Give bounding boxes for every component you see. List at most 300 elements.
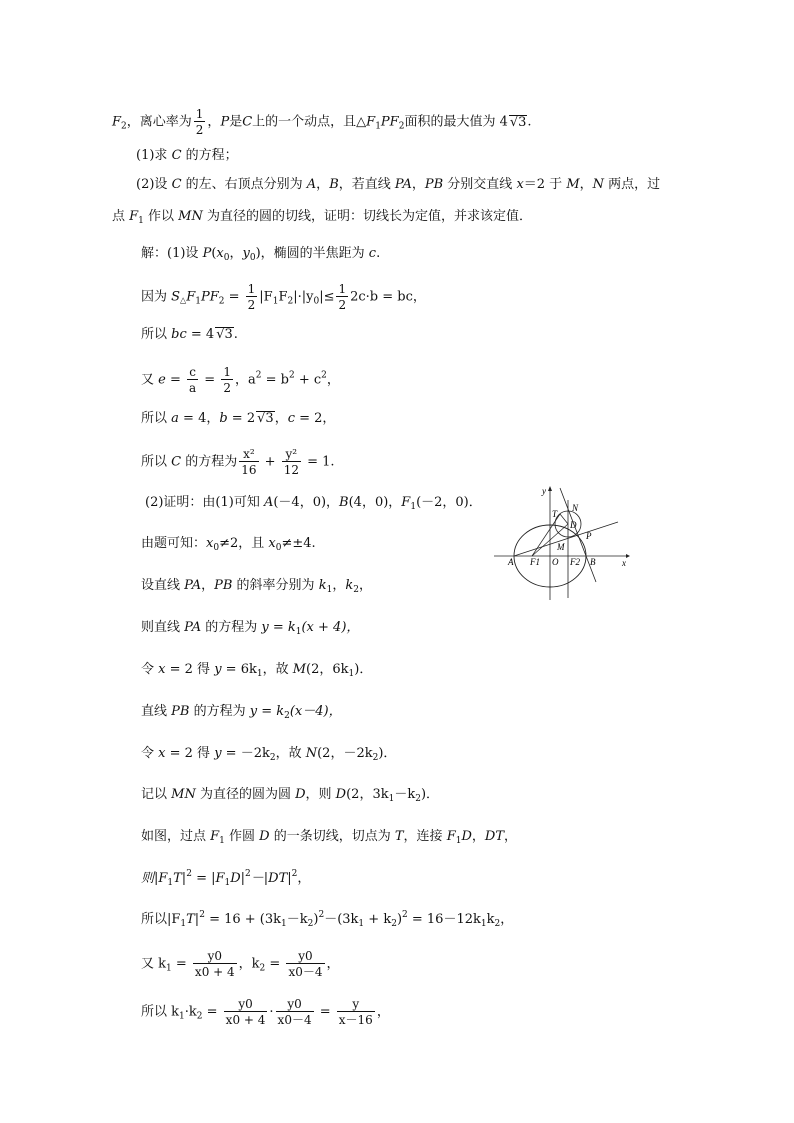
text: ，若直线	[338, 177, 395, 192]
sub: 2	[218, 296, 225, 307]
var-pa: PA	[394, 177, 412, 192]
denominator: x－16	[338, 1013, 373, 1027]
text: =	[200, 372, 220, 388]
denominator: 2	[247, 298, 256, 312]
text: (2)证明：由(1)可知	[145, 495, 264, 510]
x-axis-arrow	[626, 554, 630, 558]
text: －|DT|	[250, 871, 292, 886]
text: ，	[411, 177, 425, 192]
sub: 1	[388, 794, 395, 804]
sub: 2	[353, 585, 359, 595]
solution-line-19	[141, 998, 390, 1026]
sub: 2	[307, 919, 314, 929]
numerator: c	[187, 366, 198, 380]
var-b: B	[339, 495, 349, 510]
sqrt-value: 3	[265, 411, 274, 426]
numerator: y0	[276, 998, 314, 1012]
var-e: e	[158, 372, 166, 388]
text: 分别交直线	[443, 177, 517, 192]
text: .	[527, 114, 532, 130]
text: )，椭圆的半焦距为	[255, 246, 369, 261]
text: ，	[297, 871, 311, 886]
sub: 1	[224, 878, 231, 888]
var-m: M	[292, 662, 307, 677]
text: ·	[269, 1004, 274, 1020]
text: 面积的最大值为 4	[404, 114, 508, 130]
text: 的斜率分别为	[232, 578, 319, 593]
sub: 1	[295, 627, 302, 637]
text: －k	[394, 787, 416, 802]
text: ，	[471, 829, 485, 844]
var-y: y	[242, 246, 250, 261]
var-x: x	[158, 662, 166, 677]
sub: 0	[213, 543, 220, 553]
var-f: F	[129, 209, 139, 224]
var-s: S	[171, 289, 181, 305]
solution-line-17	[141, 911, 513, 929]
var-x: x	[268, 536, 276, 551]
label-f1: F1	[530, 557, 540, 567]
var-dt: DT	[484, 829, 504, 844]
text: 是	[229, 114, 243, 130]
text: 如图，过点	[141, 829, 211, 844]
sub: 1	[166, 963, 172, 974]
text: ，	[326, 372, 340, 388]
sub: 1	[281, 919, 287, 929]
fraction	[193, 950, 237, 978]
var-pb: PB	[171, 704, 190, 719]
sup: 2	[255, 370, 262, 381]
var-k: k	[345, 578, 354, 593]
fraction	[224, 998, 268, 1026]
var-c: C	[171, 454, 182, 470]
var-n: N	[592, 177, 605, 192]
text: (－4，0)，	[273, 495, 340, 510]
text-f2: F	[112, 114, 122, 130]
equation: y = k	[261, 620, 296, 635]
text: (2，6k	[306, 662, 349, 677]
label-f2: F2	[570, 557, 580, 567]
var-a: a	[171, 411, 179, 426]
text: 的方程为	[189, 704, 250, 719]
text: ，	[274, 411, 288, 426]
fraction	[239, 448, 258, 476]
var-m: M	[566, 177, 580, 192]
sub: 2	[269, 753, 276, 763]
var-p: P	[220, 114, 230, 130]
sub: 2	[391, 919, 397, 929]
equation: (x－4)，	[289, 704, 342, 719]
fraction	[286, 950, 324, 978]
var-pb: PB	[424, 177, 444, 192]
sub: 2	[372, 753, 379, 763]
var-a: A	[263, 495, 274, 510]
text: 所以 k	[141, 1004, 180, 1020]
equation: (x + 4)，	[301, 620, 360, 635]
text: 上的一个动点，且△	[252, 114, 367, 130]
text: 所以	[141, 411, 172, 426]
sqrt: √3	[509, 114, 527, 130]
text: ，故	[262, 662, 293, 677]
var-c: c	[287, 411, 295, 426]
text: T|	[186, 912, 200, 927]
ellipse-figure	[494, 482, 630, 600]
label-y: y	[542, 486, 546, 496]
sub: 1	[410, 502, 417, 512]
text: = 4，	[178, 411, 220, 426]
solution-line-16	[141, 870, 310, 888]
solution-line-14	[141, 786, 439, 804]
text: 作以	[143, 209, 179, 224]
sub: 1	[256, 669, 263, 679]
sub: 1	[455, 836, 462, 846]
label-x: x	[622, 558, 626, 568]
text: 2c·b = bc，	[350, 289, 426, 305]
line-pa	[514, 522, 618, 556]
var-b: b	[219, 411, 228, 426]
var-y: y	[214, 746, 222, 761]
text: =	[171, 956, 191, 972]
solution-line-15	[141, 828, 517, 846]
var-n: N	[305, 746, 318, 761]
denominator: x0－4	[288, 965, 323, 979]
var-mn: MN	[178, 209, 203, 224]
text: ，	[201, 578, 215, 593]
text: =	[224, 289, 244, 305]
denominator: x0 + 4	[225, 1013, 266, 1027]
fraction	[282, 448, 301, 476]
var-d: D	[461, 829, 472, 844]
denominator: 2	[195, 123, 204, 137]
text: ·k	[184, 1004, 197, 1020]
text: + c	[294, 372, 322, 388]
numerator: y²	[282, 448, 301, 462]
sup: 2	[291, 869, 298, 879]
fraction	[246, 283, 258, 311]
sup: 2	[288, 370, 295, 381]
denominator: x0 + 4	[194, 965, 235, 979]
sub: 2	[259, 963, 266, 974]
var-pa: PA	[184, 578, 202, 593]
sub: 2	[287, 296, 294, 307]
var-x: x	[216, 246, 224, 261]
text: =	[165, 372, 186, 388]
sup: 2	[321, 370, 327, 381]
label-p: P	[586, 531, 592, 541]
var-x: x	[516, 177, 524, 192]
text: 令	[141, 662, 159, 677]
sub: 1	[326, 585, 333, 595]
text: )	[313, 912, 319, 927]
fraction	[337, 998, 375, 1026]
var-k: k	[318, 578, 327, 593]
fraction	[276, 998, 314, 1026]
sub: 0	[275, 543, 282, 553]
text: = 16 + (3k	[204, 912, 282, 927]
numerator: y	[337, 998, 375, 1012]
denominator: 2	[223, 381, 231, 395]
text: |≤	[319, 289, 335, 305]
solution-line-5	[141, 410, 335, 428]
var-b: B	[329, 177, 339, 192]
text: (2，3k	[346, 787, 389, 802]
label-m: M	[557, 542, 565, 552]
sup: 2	[402, 910, 408, 920]
text: 所以	[141, 327, 172, 342]
solution-line-4	[141, 366, 340, 394]
text: 记以	[141, 787, 172, 802]
sqrt-value: 3	[518, 114, 527, 130]
var-x: x	[158, 746, 166, 761]
numerator: 1	[338, 282, 347, 296]
solution-line-8	[141, 535, 316, 553]
text: = 6k	[221, 662, 257, 677]
tri: △	[180, 295, 187, 305]
var-a: A	[306, 177, 317, 192]
text: =	[315, 1004, 335, 1020]
text: ，连接	[403, 829, 447, 844]
sub: 1	[167, 878, 174, 888]
var-d: D	[295, 787, 306, 802]
text: 为直径的圆的切线，证明：切线长为定值，并求该定值．	[202, 209, 532, 224]
label-n: N	[572, 503, 579, 513]
sub: 2	[284, 711, 290, 721]
text: 所以	[141, 454, 172, 470]
text: 则直线	[141, 620, 185, 635]
text: D|	[230, 871, 246, 886]
var-bc: bc	[171, 327, 187, 342]
var-mn: MN	[171, 787, 196, 802]
text: ，离心率为	[126, 114, 192, 130]
text: 令	[141, 746, 159, 761]
text: (1)求	[136, 148, 172, 163]
text: ，	[358, 578, 372, 593]
text: = 1.	[302, 454, 335, 470]
sub: 1	[195, 296, 201, 307]
text: 解：(1)设	[141, 246, 203, 261]
sub: 1	[180, 919, 187, 929]
text: 所以|F	[141, 912, 181, 927]
var-c: C	[171, 177, 182, 192]
fraction-half	[194, 108, 206, 136]
solution-line-9	[141, 577, 372, 595]
text: －k	[286, 912, 308, 927]
text: ，a	[234, 372, 256, 388]
text: ，	[207, 114, 221, 130]
question-2-line-cont	[112, 208, 532, 226]
text: = 2，	[294, 411, 336, 426]
numerator: 1	[223, 365, 231, 379]
solution-line-13	[141, 745, 396, 763]
segment-dt	[560, 514, 568, 524]
text: ，	[332, 578, 346, 593]
text: 为直径的圆为圆	[195, 787, 296, 802]
sub: 1	[348, 669, 355, 679]
numerator: 1	[195, 107, 204, 121]
var-f: F	[210, 829, 220, 844]
denominator: 12	[283, 463, 299, 477]
text: ，故	[275, 746, 306, 761]
sub: 2	[398, 121, 405, 132]
text: )	[396, 912, 403, 927]
text: +	[260, 454, 280, 470]
var-d: D	[259, 829, 270, 844]
text: 因为	[141, 289, 172, 305]
var-p: P	[202, 246, 212, 261]
sub: 2	[494, 919, 501, 929]
fraction	[336, 283, 348, 311]
solution-line-6	[141, 448, 335, 476]
denominator: 2	[338, 298, 347, 312]
question-1-line	[136, 147, 238, 165]
text: ，	[326, 956, 340, 972]
solution-line-12	[141, 703, 342, 721]
numerator: y0	[224, 998, 268, 1012]
sqrt: √3	[216, 327, 233, 342]
text: 则|F	[141, 871, 168, 886]
var-y: y	[214, 662, 222, 677]
denominator: a	[189, 381, 197, 395]
sub: 1	[358, 919, 365, 929]
text: =	[202, 1004, 222, 1020]
sub: 1	[138, 216, 144, 226]
text: ，k	[238, 956, 260, 972]
text: 作圆	[224, 829, 260, 844]
text: 点	[112, 209, 130, 224]
solution-line-3	[141, 326, 238, 344]
text: 的一条切线，切点为	[269, 829, 395, 844]
var-d: D	[335, 787, 347, 802]
text: ，	[579, 177, 593, 192]
var-pb: PB	[214, 578, 233, 593]
sub: 1	[272, 296, 279, 307]
text: (	[211, 246, 217, 261]
text: (－2，0)．	[416, 495, 482, 510]
text: ≠±4.	[281, 536, 316, 551]
solution-line-7	[145, 494, 482, 512]
sub: 1	[179, 1011, 185, 1022]
text: .	[376, 246, 381, 261]
solution-line-11	[141, 661, 372, 679]
var-pf: PF	[200, 289, 219, 305]
text: ，	[316, 177, 330, 192]
var-c: C	[171, 148, 182, 163]
text: .	[233, 327, 238, 342]
sub: 2	[415, 794, 421, 804]
var-f: F	[446, 829, 456, 844]
numerator: 1	[247, 282, 256, 296]
solution-line-18	[141, 950, 340, 978]
sqrt-value: 3	[224, 327, 233, 342]
sup: 2	[318, 910, 325, 920]
y-axis-arrow	[548, 486, 552, 491]
sqrt: √3	[257, 411, 274, 426]
sup: 2	[199, 910, 205, 920]
text: = －2k	[221, 746, 270, 761]
text: 的方程为	[201, 620, 262, 635]
text: (4，0)，	[348, 495, 402, 510]
text: = 2	[227, 411, 256, 426]
text: 又 k	[141, 956, 167, 972]
text: F	[278, 289, 288, 305]
var-f: F	[401, 495, 411, 510]
sub: 1	[375, 121, 381, 132]
var-pf: PF	[380, 114, 399, 130]
text: －(3k	[324, 912, 359, 927]
solution-line-1	[141, 245, 380, 263]
text: 设直线	[141, 578, 185, 593]
sub: 1	[480, 919, 487, 929]
solution-line-2	[141, 283, 426, 311]
text: |F	[259, 289, 273, 305]
label-o: O	[552, 557, 559, 567]
var-t: T	[394, 829, 404, 844]
sub: 0	[313, 296, 320, 307]
label-b: B	[590, 557, 596, 567]
var-f: F	[186, 289, 196, 305]
text: ，	[376, 1004, 390, 1020]
equation: y = k	[249, 704, 285, 719]
text: )．	[420, 787, 440, 802]
text: 的方程；	[181, 148, 238, 163]
text: = |F	[191, 871, 225, 886]
fraction	[187, 366, 198, 394]
label-a: A	[508, 557, 514, 567]
text: (2，－2k	[317, 746, 373, 761]
sub: 2	[121, 121, 127, 132]
numerator: y0	[193, 950, 237, 964]
intro-line	[112, 108, 532, 136]
text: )．	[354, 662, 373, 677]
text: 由题可知：	[141, 536, 207, 551]
question-2-line	[136, 176, 660, 194]
var-c: C	[242, 114, 253, 130]
text: 又	[141, 372, 159, 388]
numerator: y0	[286, 950, 324, 964]
text: =	[265, 956, 285, 972]
var-pa: PA	[184, 620, 202, 635]
text: ≠2，且	[219, 536, 269, 551]
text: + k	[364, 912, 392, 927]
text: ，则	[305, 787, 336, 802]
text: ，	[229, 246, 243, 261]
label-d: D	[570, 520, 577, 530]
denominator: 16	[241, 463, 257, 477]
denominator: x0－4	[277, 1013, 312, 1027]
var-f: F	[366, 114, 376, 130]
sup: 2	[186, 869, 192, 879]
text: = 2 得	[165, 662, 215, 677]
text: = 16－12k	[407, 912, 481, 927]
solution-line-10	[141, 619, 359, 637]
text: = b	[261, 372, 289, 388]
sub: 1	[219, 836, 225, 846]
text: (2)设	[136, 177, 172, 192]
text: ，	[500, 912, 514, 927]
text: 的方程为	[181, 454, 238, 470]
text: 直线	[141, 704, 172, 719]
text: T|	[173, 871, 187, 886]
numerator: x²	[239, 448, 258, 462]
var-c: c	[368, 246, 377, 261]
sub: 2	[196, 1011, 203, 1022]
text: 两点，过	[604, 177, 661, 192]
label-t: T	[552, 509, 558, 519]
text: ，	[504, 829, 518, 844]
sub: 0	[223, 253, 230, 263]
fraction	[221, 366, 233, 394]
var-x: x	[206, 536, 214, 551]
